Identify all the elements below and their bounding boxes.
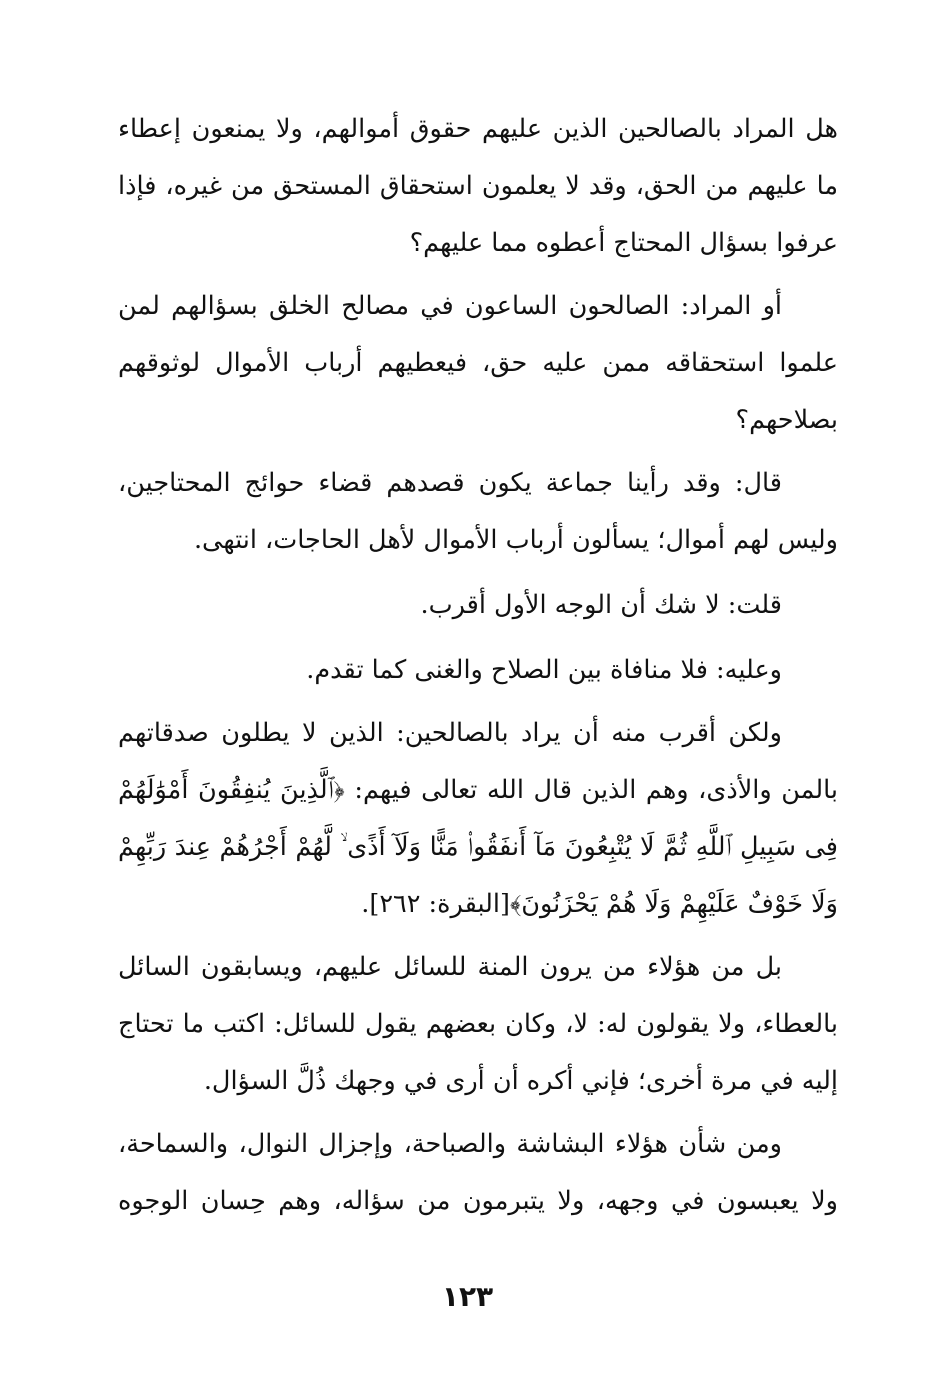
- verse-open-bracket: ﴿: [333, 775, 345, 805]
- paragraph: قال: وقد رأينا جماعة يكون قصدهم قضاء حوائج المحتاجين، وليس لهم أموال؛ يسألون أرباب الأموال لأهل الحاجات، انتهى.: [118, 468, 838, 555]
- paragraph: أو المراد: الصالحون الساعون في مصالح الخلق بسؤالهم لمن علموا استحقاقه ممن عليه حق، فيعطيهم أرباب الأموال لوثوقهم بصلاحهم؟: [118, 291, 838, 435]
- paragraph-with-verse: [118, 705, 838, 933]
- verse-close-bracket: ﴾: [509, 889, 522, 919]
- paragraph: بل من هؤلاء من يرون المنة للسائل عليهم، ويسابقون السائل بالعطاء، ولا يقولون له: لا، وكان بعضهم يقول للسائل: اكتب ما تحتاج إليه في مرة أخرى؛ فإني أكره أن أرى في وجهك ذُلَّ السؤال.: [118, 952, 838, 1096]
- body-text: [118, 101, 838, 1230]
- verse-citation: [البقرة: ٢٦٢].: [361, 889, 510, 919]
- paragraph: وعليه: فلا منافاة بين الصلاح والغنى كما تقدم.: [306, 655, 782, 685]
- page-number: ١٢٣: [441, 1280, 494, 1313]
- paragraph: ومن شأن هؤلاء البشاشة والصباحة، وإجزال النوال، والسماحة، ولا يعبسون في وجهه، ولا يتبرمون من سؤاله، وهم حِسان الوجوه: [118, 1129, 838, 1216]
- paragraph: هل المراد بالصالحين الذين عليهم حقوق أموالهم، ولا يمنعون إعطاء ما عليهم من الحق، وقد لا يعلمون استحقاق المستحق من غيره، فإذا عرفوا بسؤال المحتاج أعطوه مما عليهم؟: [118, 114, 838, 258]
- paragraph-intro: ولكن أقرب منه أن يراد بالصالحين: الذين لا يطلون صدقاتهم بالمن والأذى، وهم الذين قال الله تعالى فيهم:: [118, 718, 838, 805]
- paragraph: قلت: لا شك أن الوجه الأول أقرب.: [420, 590, 782, 620]
- quran-verse: ٱلَّذِينَ يُنفِقُونَ أَمْوَٰلَهُمْ فِى سَبِيلِ ٱللَّهِ ثُمَّ لَا يُتْبِعُونَ مَآ أَنفَقُوا۟ مَنًّا وَلَآ أَذًى ۙ لَّهُمْ أَجْرُهُمْ عِندَ رَبِّهِمْ وَلَا خَوْفٌ عَلَيْهِمْ وَلَا هُمْ يَحْزَنُونَ: [118, 775, 838, 919]
